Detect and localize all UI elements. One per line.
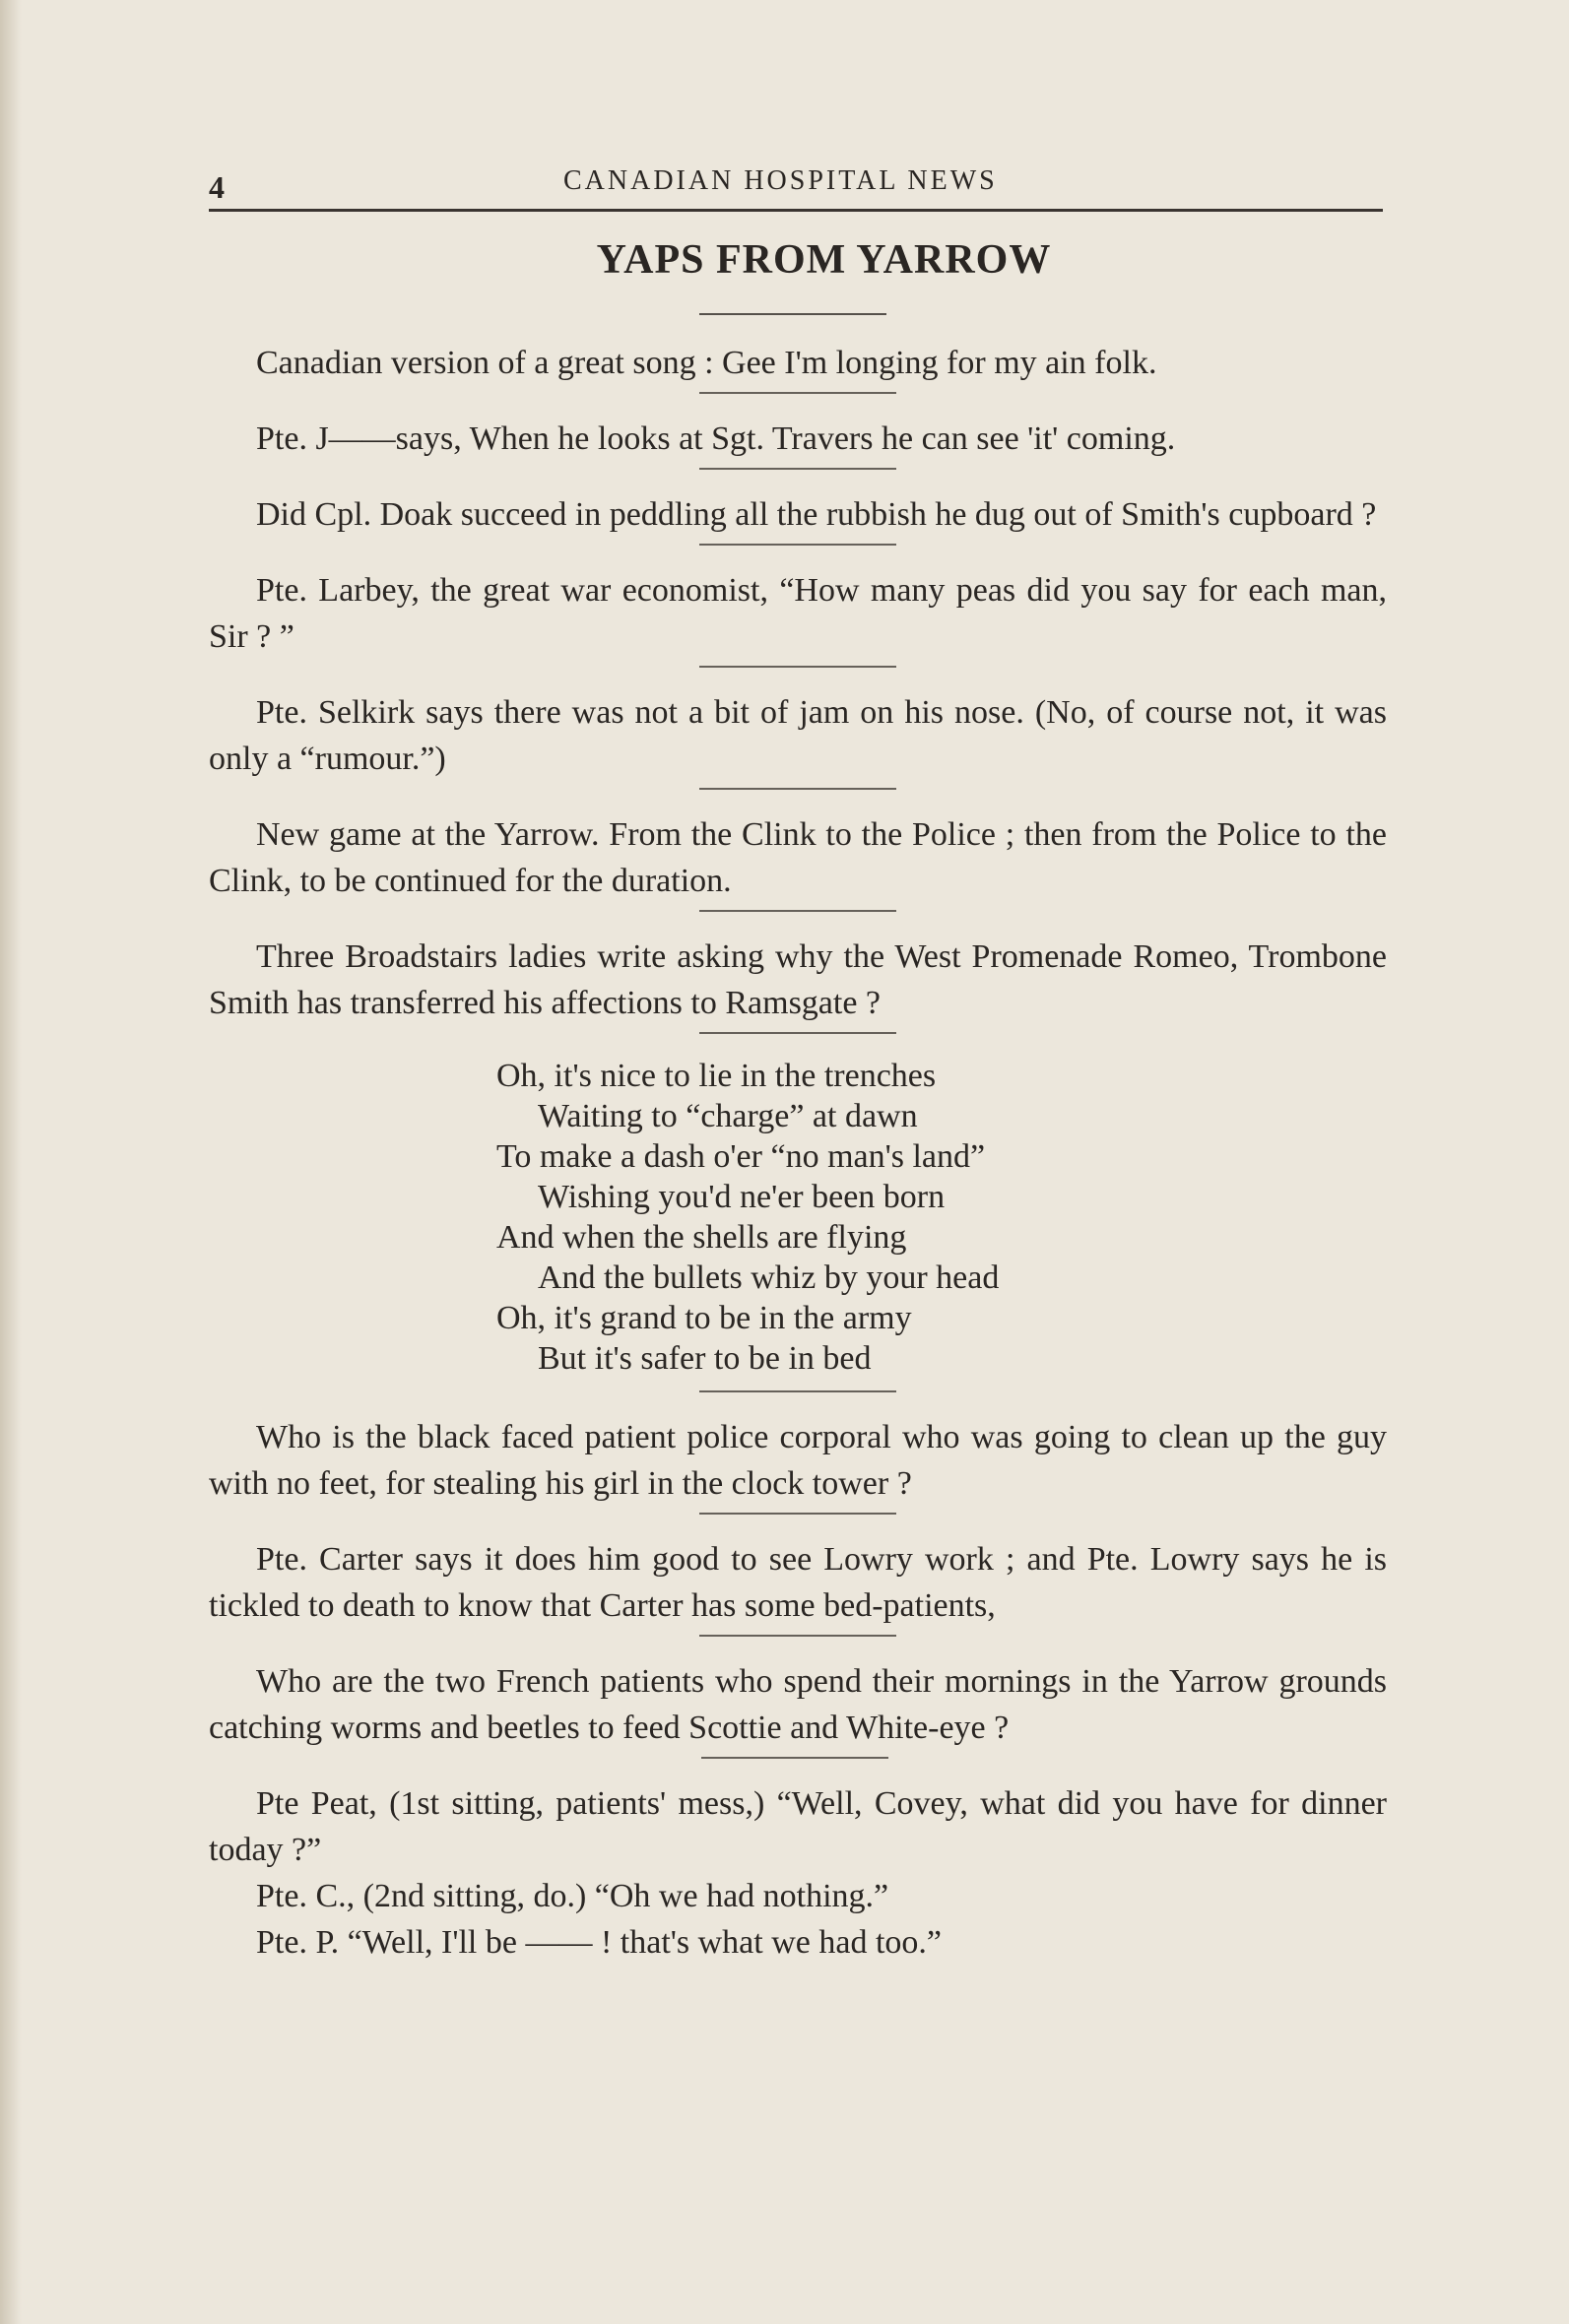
separator-rule xyxy=(699,468,896,470)
article-title: YAPS FROM YARROW xyxy=(596,237,1052,283)
page-number: 4 xyxy=(209,169,226,205)
title-divider xyxy=(699,313,886,315)
separator-rule xyxy=(699,1390,896,1392)
dialogue-line: Pte. P. “Well, I'll be —— ! that's what we had too.” xyxy=(256,1924,942,1961)
dialogue-opening: Pte Peat, (1st sitting, patients' mess,) “Well, Covey, what did you have for dinner today ?” xyxy=(209,1785,1387,1868)
paragraph: Pte. Larbey, the great war economist, “How many peas did you say for each man, Sir ? ” xyxy=(209,572,1387,655)
separator-rule xyxy=(699,666,896,668)
poem-line: To make a dash o'er “no man's land” xyxy=(496,1138,986,1175)
separator-rule xyxy=(699,544,896,546)
paragraph: Did Cpl. Doak succeed in peddling all the rubbish he dug out of Smith's cupboard ? xyxy=(256,496,1377,533)
paragraph: Canadian version of a great song : Gee I'm longing for my ain folk. xyxy=(256,345,1157,381)
dialogue-line: Pte. C., (2nd sitting, do.) “Oh we had nothing.” xyxy=(256,1878,889,1914)
poem-line: But it's safer to be in bed xyxy=(538,1340,872,1377)
poem-line: Waiting to “charge” at dawn xyxy=(538,1098,918,1134)
poem-line: Oh, it's nice to lie in the trenches xyxy=(496,1058,937,1094)
poem xyxy=(496,1056,1387,1379)
poem-line: Oh, it's grand to be in the army xyxy=(496,1300,912,1336)
paragraph: Who is the black faced patient police corporal who was going to clean up the guy with no feet, for stealing his girl in the clock tower ? xyxy=(209,1419,1387,1502)
separator-rule xyxy=(699,1513,896,1515)
poem-line: And when the shells are flying xyxy=(496,1219,907,1256)
paragraph: Three Broadstairs ladies write asking why the West Promenade Romeo, Trombone Smith has transferred his affections to Ramsgate ? xyxy=(209,938,1387,1021)
running-title: CANADIAN HOSPITAL NEWS xyxy=(563,165,998,196)
separator-rule xyxy=(699,1032,896,1034)
separator-rule xyxy=(699,392,896,394)
header-rule xyxy=(209,209,1383,212)
separator-rule xyxy=(701,1757,888,1759)
separator-rule xyxy=(699,910,896,912)
paragraph: Pte. Carter says it does him good to see Lowry work ; and Pte. Lowry says he is tickled to death to know that Carter has some bed-patients, xyxy=(209,1541,1387,1624)
paragraph: Pte. Selkirk says there was not a bit of jam on his nose. (No, of course not, it was only a “rumour.”) xyxy=(209,694,1387,777)
poem-line: Wishing you'd ne'er been born xyxy=(538,1179,946,1215)
separator-rule xyxy=(699,1635,896,1637)
separator-rule xyxy=(699,788,896,790)
article-body xyxy=(209,340,1387,1966)
poem-line: And the bullets whiz by your head xyxy=(538,1259,1000,1296)
page-header xyxy=(209,158,1383,217)
paragraph: New game at the Yarrow. From the Clink to the Police ; then from the Police to the Clink, to be continued for the duration. xyxy=(209,816,1387,899)
paragraph: Who are the two French patients who spend their mornings in the Yarrow grounds catching worms and beetles to feed Scottie and White-eye ? xyxy=(209,1663,1387,1746)
paragraph: Pte. J——says, When he looks at Sgt. Travers he can see 'it' coming. xyxy=(256,420,1176,457)
